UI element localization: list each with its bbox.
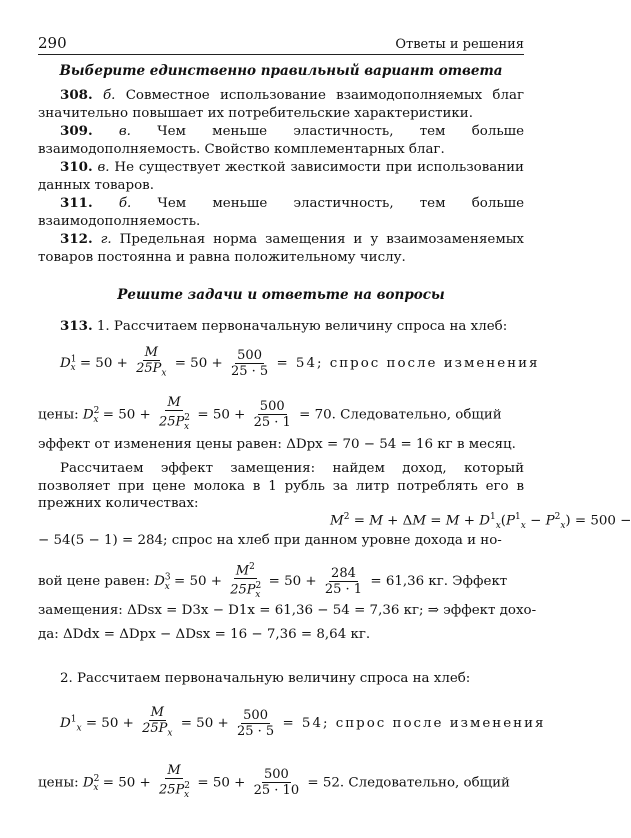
income-effect-line: да: ΔDdx = ΔDpx − ΔDsx = 16 − 7,36 = 8,64 кг. <box>38 627 371 642</box>
income-line-2: − 54(5 − 1) = 284; спрос на хлеб при данном уровне дохода и но- <box>38 533 502 548</box>
equation-4: $D^1_x = 50$ + $\frac{M}{25P_x}$ = 50 + $\frac{500}{25 \cdot 5}$ = 54; спрос после изменения <box>60 705 546 739</box>
answer-308: 308. б. Совместное использование взаимодополняемых благ значительно повышает их потребительские характеристики. <box>38 87 524 121</box>
substitution-text: Рассчитаем эффект замещения: найдем доход, который позволяет при цене молока в 1 рубль за литр потреблять его в прежних количествах: <box>38 461 524 512</box>
answer-309: 309. в. Чем меньше эластичность, тем больше взаимодополняемость. Свойство комплементарных благ. <box>38 123 525 157</box>
answer-310: 310. в. Не существует жесткой зависимости при использовании данных товаров. <box>38 159 524 193</box>
section-heading-tasks: Решите задачи и ответьте на вопросы <box>117 287 445 303</box>
equation-2: цены: $D^2_x = 50$ + $\frac{M}{25P^2_x}$ = 50 + $\frac{500}{25 \cdot 1}$ = 70. Следовательно, общий <box>38 395 502 432</box>
answer-312: 312. г. Предельная норма замещения и у взаимозаменяемых товаров постоянна и равна положительному числу. <box>38 231 524 265</box>
income-formula: $M^2 = M + \Delta M = M + D^1_x(P^1_x - P^2_x) = 500$ − <box>330 512 631 532</box>
part-2-intro: 2. Рассчитаем первоначальную величину спроса на хлеб: <box>60 671 471 686</box>
equation-1: $D^1_x = 50$ + $\frac{M}{25P_x}$ = 50 + $\frac{500}{25 \cdot 5}$ = 54; спрос после изменения <box>60 345 540 379</box>
page-header <box>38 30 524 55</box>
page-number: 290 <box>38 34 67 52</box>
section-heading-choice: Выберите единственно правильный вариант ответа <box>59 63 503 79</box>
running-title: Ответы и решения <box>395 37 524 52</box>
substitution-effect-line: замещения: ΔDsx = D3x − D1x = 61,36 − 54 = 7,36 кг; ⇒ эффект дохо- <box>38 603 537 618</box>
equation-5: цены: $D^2_x = 50$ + $\frac{M}{25P^2_x}$ = 50 + $\frac{500}{25 \cdot 10}$ = 52. Следовательно, общий <box>38 763 510 800</box>
task-313-intro: 313. 1. Рассчитаем первоначальную величину спроса на хлеб: <box>60 318 508 334</box>
answer-311: 311. б. Чем меньше эластичность, тем больше взаимодополняемость. <box>38 195 525 229</box>
total-effect-line: эффект от изменения цены равен: ΔDpx = 70 − 54 = 16 кг в месяц. <box>38 437 516 452</box>
equation-3: вой цене равен: $D^3_x = 50$ + $\frac{M^2}{25P^2_x}$ = 50 + $\frac{284}{25 \cdot 1}$ = 61,36 кг. Эффект <box>38 562 508 601</box>
